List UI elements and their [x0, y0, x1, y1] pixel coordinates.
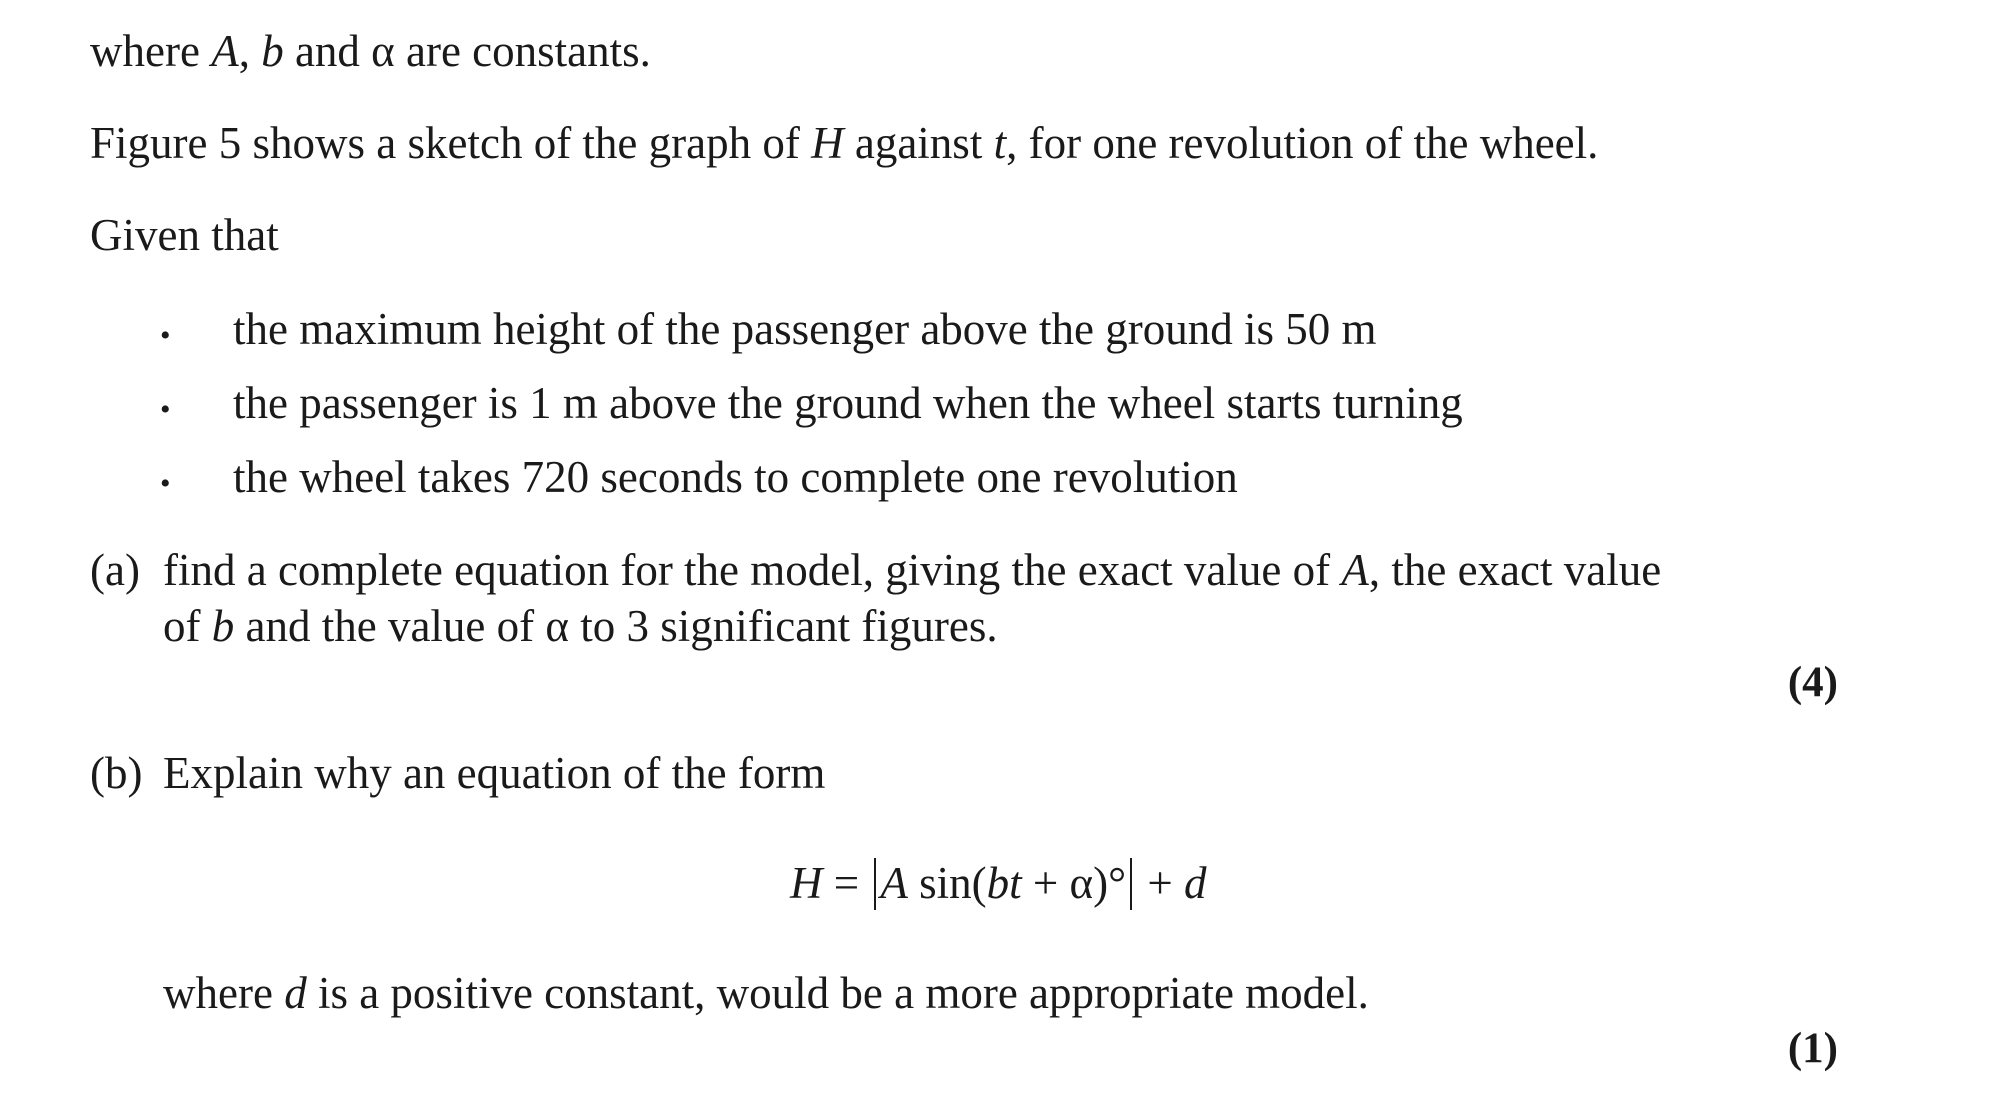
figure-description-text: Figure 5 shows a sketch of the graph of H against t, for one revolution of the wheel. [90, 118, 1599, 168]
part-a-marker: (a) [90, 545, 140, 595]
bullet-icon: • [160, 319, 171, 352]
bullet-icon: • [160, 467, 171, 500]
intro-constants-text: where A, b and α are constants. [90, 26, 651, 76]
part-b-question-line2: where d is a positive constant, would be a more appropriate model. [163, 968, 1369, 1018]
given-bullet-period: the wheel takes 720 seconds to complete one revolution [233, 452, 1238, 502]
bullet-icon: • [160, 393, 171, 426]
part-a-question-line2: of b and the value of α to 3 significant figures. [163, 601, 998, 651]
given-bullet-start-height: the passenger is 1 m above the ground when the wheel starts turning [233, 378, 1463, 428]
part-b-question-line1: Explain why an equation of the form [163, 748, 826, 798]
part-b-marks: (1) [1787, 1025, 1838, 1072]
intro-constants-where: where [90, 26, 212, 76]
part-a-marks: (4) [1787, 659, 1838, 706]
part-a-question-line1: find a complete equation for the model, giving the exact value of A, the exact value [163, 545, 1662, 595]
given-bullet-max-height: the maximum height of the passenger above the ground is 50 m [233, 304, 1377, 354]
given-heading: Given that [90, 210, 279, 260]
part-b-marker: (b) [90, 748, 143, 798]
model-equation: H = A sin(bt + α)° + d [790, 858, 1207, 908]
